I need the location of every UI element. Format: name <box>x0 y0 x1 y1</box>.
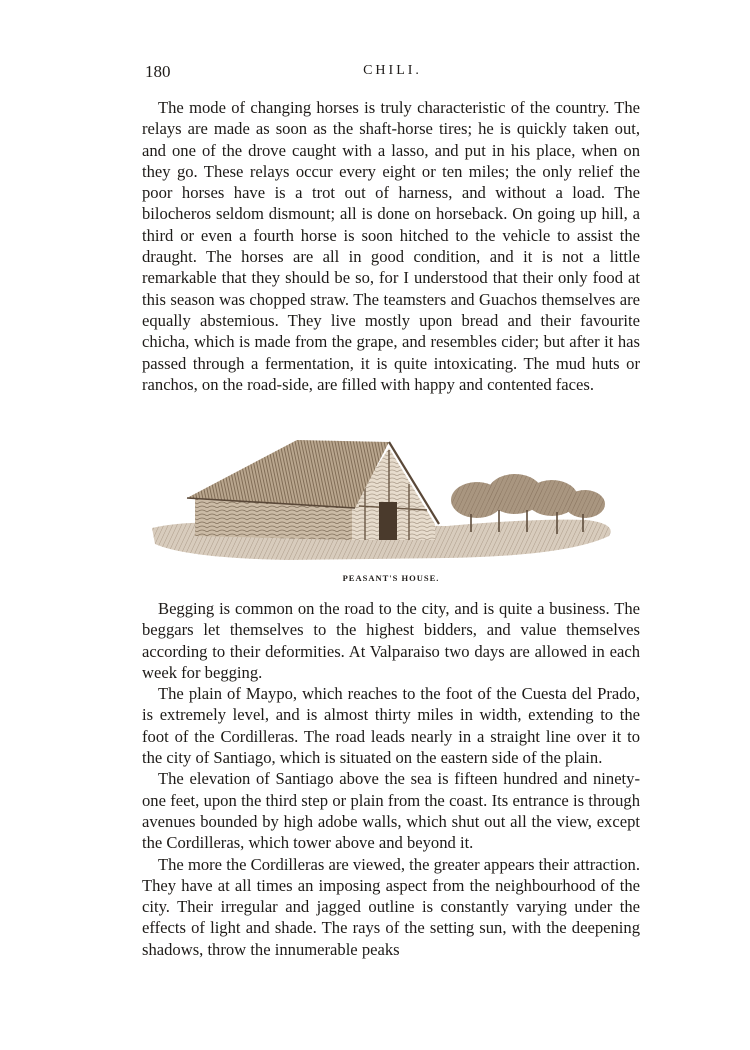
running-title: CHILI. <box>363 63 422 78</box>
page-number: 180 <box>145 62 171 81</box>
page-header <box>145 62 640 84</box>
paragraph: The elevation of Santiago above the sea is fifteen hundred and ninety-one feet, upon the third step or plain from the coast. Its entrance is through avenues bounded by high adobe walls, which shut out all the view, except the Cordilleras, which tower above and beyond it. <box>142 769 640 853</box>
text-before-figure <box>142 97 640 395</box>
paragraph: Begging is common on the road to the city, and is quite a business. The beggars let themselves to the highest bidders, and value themselves according to their deformities. At Valparaiso two days are allowed in each week for begging. <box>142 599 640 682</box>
paragraph: The more the Cordilleras are viewed, the greater appears their attraction. They have at all times an imposing aspect from the neighbourhood of the city. Their irregular and jagged outline is constantly varying under the effects of light and shade. The rays of the setting sun, with the deepening shadows, throw the innumerable peaks <box>142 854 640 959</box>
paragraph: The plain of Maypo, which reaches to the foot of the Cuesta del Prado, is extremely level, and is almost thirty miles in width, extending to the foot of the Cordilleras. The road leads nearly in a straight line over it to the city of Santiago, which is situated on the eastern side of the plain. <box>142 684 640 768</box>
text-after-figure <box>142 598 640 960</box>
figure-caption: PEASANT'S HOUSE. <box>342 573 440 583</box>
peasant-house-illustration <box>147 428 619 568</box>
paragraph: The mode of changing horses is truly characteristic of the country. The relays are made as soon as the shaft-horse tires; he is quickly taken out, and one of the drove caught with a lasso, and put in his place, when on they go. These relays occur every eight or ten miles; the only relief the poor horses have is a trot out of harness, and without a load. The bilocheros seldom dismount; all is done on horseback. On going up hill, a third or even a fourth horse is soon hitched to the vehicle to assist the draught. The horses are all in good condition, and it is not a little remarkable that they should be so, for I understood that their only food at this season was chopped straw. The teamsters and Guachos themselves are equally abstemious. They live mostly upon bread and their favourite chicha, which is made from the grape, and resembles cider; but after it has passed through a fermentation, it is quite intoxicating. The mud huts or ranchos, on the road-side, are filled with happy and contented faces. <box>142 98 640 394</box>
